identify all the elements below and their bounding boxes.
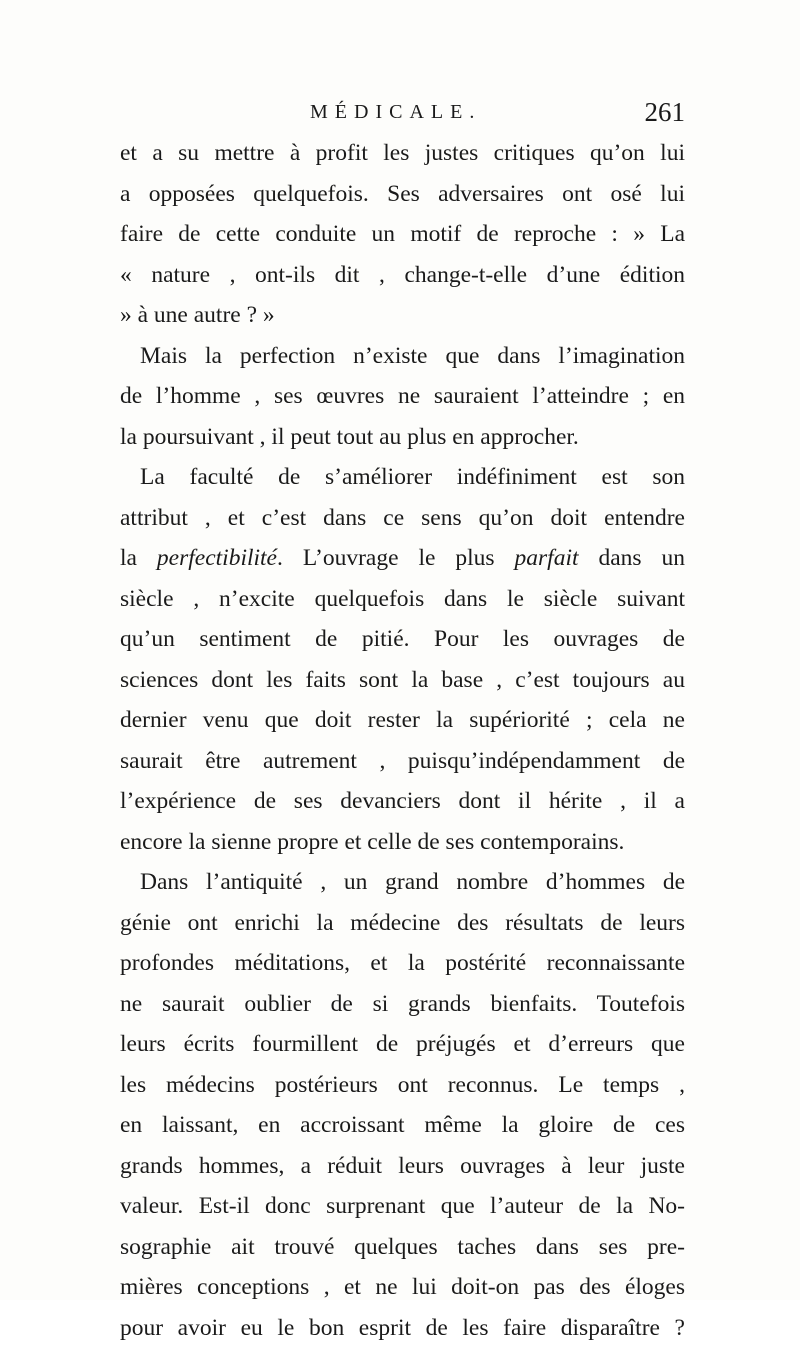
text-line: profondes méditations, et la postérité reconnaissante [120,943,685,984]
text-line: la poursuivant , il peut tout au plus en approcher. [120,417,685,458]
text-line: génie ont enrichi la médecine des résultats de leurs [120,903,685,944]
text-line: siècle , n’excite quelquefois dans le siècle suivant [120,579,685,620]
text-line: saurait être autrement , puisqu’indépendamment de [120,741,685,782]
italic-term-parfait: parfait [515,545,579,571]
text-line: pour avoir eu le bon esprit de les faire disparaître ? [120,1308,685,1348]
running-head-title: MÉDICALE. [310,101,481,124]
text-line: attribut , et c’est dans ce sens qu’on doit entendre [120,498,685,539]
text-line: de l’homme , ses œuvres ne sauraient l’atteindre ; en [120,376,685,417]
text-line: dernier venu que doit rester la supériorité ; cela ne [120,700,685,741]
text-line: sciences dont les faits sont la base , c’est toujours au [120,660,685,701]
text-line: La faculté de s’améliorer indéfiniment est son [120,457,685,498]
text-line: « nature , ont-ils dit , change-t-elle d’une édition [120,255,685,296]
text-line: grands hommes, a réduit leurs ouvrages à leur juste [120,1146,685,1187]
text-fragment: . L’ouvrage le plus [277,545,515,571]
text-line: ne saurait oublier de si grands bienfaits. Toutefois [120,984,685,1025]
text-line: Dans l’antiquité , un grand nombre d’hommes de [120,862,685,903]
text-fragment: la [120,545,157,571]
text-line: » à une autre ? » [120,295,685,336]
text-line: valeur. Est-il donc surprenant que l’auteur de la No- [120,1186,685,1227]
text-line: encore la sienne propre et celle de ses contemporains. [120,822,685,863]
page-number: 261 [645,97,686,128]
italic-term-perfectibilite: perfectibilité [157,545,277,571]
text-line: a opposées quelquefois. Ses adversaires ont osé lui [120,174,685,215]
text-line: leurs écrits fourmillent de préjugés et d’erreurs que [120,1024,685,1065]
body-text [120,133,685,1348]
text-line: et a su mettre à profit les justes critiques qu’on lui [120,133,685,174]
text-line: l’expérience de ses devanciers dont il hérite , il a [120,781,685,822]
text-line-with-italics [120,538,685,579]
running-head [120,97,685,133]
text-line: mières conceptions , et ne lui doit-on pas des éloges [120,1267,685,1308]
text-line: qu’un sentiment de pitié. Pour les ouvrages de [120,619,685,660]
text-line: sographie ait trouvé quelques taches dans ses pre- [120,1227,685,1268]
text-line: les médecins postérieurs ont reconnus. Le temps , [120,1065,685,1106]
text-fragment: dans un [579,545,685,571]
text-line: en laissant, en accroissant même la gloire de ces [120,1105,685,1146]
text-line: faire de cette conduite un motif de reproche : » La [120,214,685,255]
text-line: Mais la perfection n’existe que dans l’imagination [120,336,685,377]
